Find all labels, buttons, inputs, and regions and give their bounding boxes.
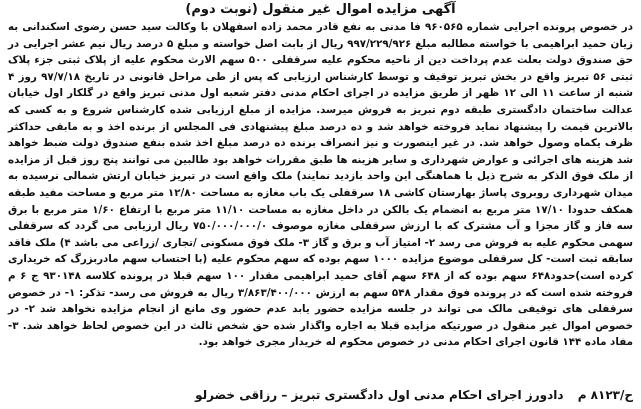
notice-body: در خصوص پرونده اجرایی شماره ۹۶۰۵۶۵ فا مدنی به نفع قادر محمد زاده اسفهلان با وکالت سید حسن رضوی اسکندانی به زیان حمید ابراهیمی با خواسته مطالبه مبلغ ۹۹۷/۲۲۹/۹۲۶ ریال از بابت اصل خواسته و مبلغ ۵ درصد ریال نیم عشر اجرایی در حق صندوق دولت بعلت عدم پرداخت دین از ناحیه محکوم علیه سرقفلی ۵۰۰ سهم الارث محکوم علیه از پلاک ثبتی جزء پلاک ثبتی ۵۶ تبریز واقع در بخش تبریز توقیف و توسط کارشناس ارزیابی که پس از طی مراحل قانونی در تاریخ ۹۷/۷/۱۸ روز ۴ شنبه از ساعت ۱۱ الی ۱۲ ظهر از طریق مزایده در اجرای احکام مدنی دفتر شعبه اول مدنی تبریز واقع در گلکار اول خیابان عدالت ساختمان دادگستری طبقه دوم تبریز به فروش میرسد. مزایده از مبلغ ارزیابی شده کارشناس شروع و به کسی که بالاترین قیمت را پیشنهاد نماید فروخته خواهد شد و ده درصد مبلغ پیشنهادی فی المجلس از برنده اخذ و به مابقی حداکثر ظرف یکماه وصول خواهد شد. در غیر اینصورت و نیز انصراف برنده ده درصد مبلغ اخذ شده بنفع صندوق دولت ضبط خواهد شد هزینه های اجرائی و عوارض شهرداری و سایر هزینه ها طبق مقررات خواهد بود طالبین می توانند پنج روز قبل از مزایده از ملک فوق الذکر به شرح ذیل با هماهنگی این واحد بازدید نمایند) ملک واقع است در تبریز خیابان ارتش شمالی نرسیده به میدان شهرداری روبروی پاساژ بهارستان کاشی ۱۸ سرقفلی یک باب مغازه به مساحت ۱۲/۸۰ متر مربع و مساحت مفید طبقه همکف حدودا ۱۷/۱۰ متر مربع به انضمام یک بالکن در داخل مغازه به مساحت ۱۱/۱۰ متر مربع با ارتفاع ۱/۶۰ متر مربع با برق سه فاز و گاز مجزا و آب مشترک که با ارزش سرقفلی مغازه موصوف ۷۵۰/۰۰۰/۰۰۰/۰ ریال ارزیابی می گردد که سرقفلی سهمی محکوم علیه به فروش می رسد ۲- امتیاز آب و برق و گاز ۳- ملک فوق مسکونی /تجاری /زراعی می باشد ۴) ملک فاقد سابقه ثبت است- کل سرقفلی موضوع مزایده ۱۰۰۰ سهم بوده که سهم محکوم علیه (با احتساب سهم مادربزرگ که خریداری کرده است)حدود۶۴۸ سهم بوده که از ۶۴۸ سهم آقای حمید ابراهیمی مقدار ۱۰۰ سهم قبلا در پرونده کلاسه ۹۳۰۱۴۸ ج ۶ م فروخته شده است که در پرونده فوق مقدار ۵۴۸ سهم به ارزش ۳/۸۶۳/۴۰۰/۰۰۰ ریال به فروش می رسد- تذکر: ۱- در خصوص سرقفلی های توقیفی مالک می تواند در جلسه مزایده حضور یابد عدم حضور وی مانع از انجام مزایده نخواهد شد ۲- در خصوص اموال غیر منقول در صورتیکه مزایده قبلا به اجاره واگذار شده حق شخص ثالث در این خصوص لحاظ خواهد شد. ۳- مفاد ماده ۱۴۴ قانون اجرای احکام مدنی در خصوص محکوم له خریدار مجری خواهد بود.: [8, 21, 634, 349]
issuer-signature: دادورز اجرای احکام مدنی اول دادگستری تبریز – رزاقی خضرلو: [195, 388, 564, 402]
notice-footer: [8, 387, 633, 403]
notice-title: آگهی مزایده اموال غیر منقول (نوبت دوم): [185, 2, 456, 17]
reference-number: ح/۸۱۲۳ م: [577, 388, 633, 402]
